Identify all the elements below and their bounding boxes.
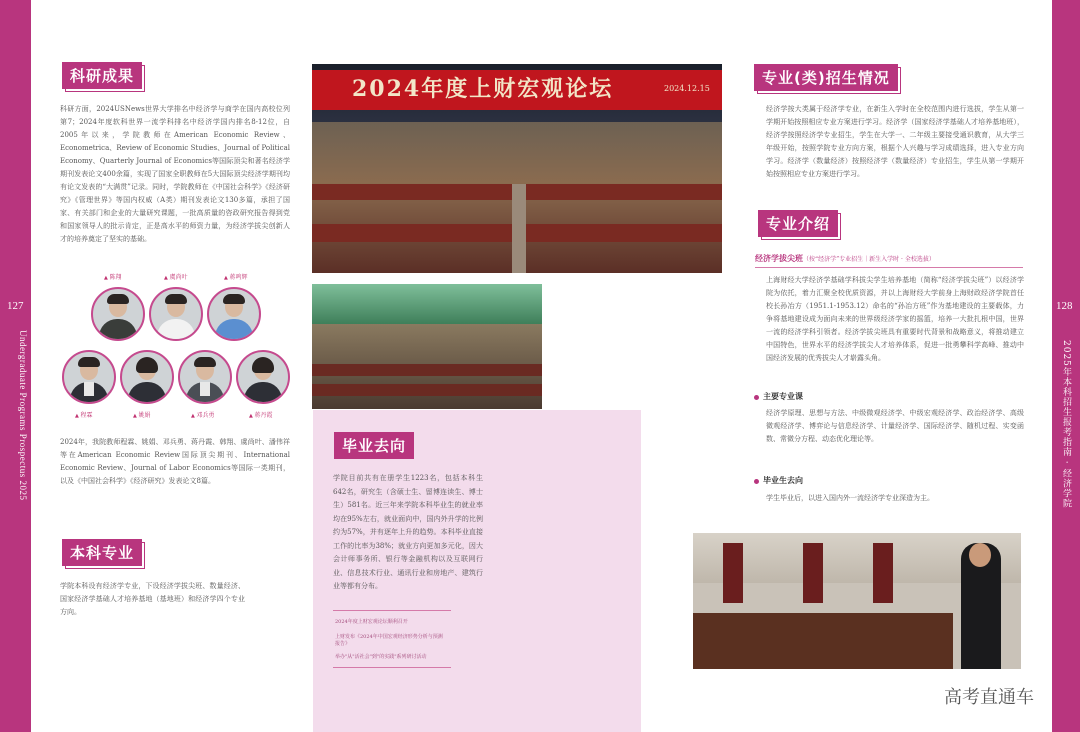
research-body: 科研方面，2024USNews世界大学排名中经济学与商学在国内高校位列第7；2024年度软科世界一流学科排名中经济学国内排名8-12位，自2005年以来，学院教师在American Economic Review、Econometrica、Review of Economic Studies、Journal of Political Economy、Quarterly Journal of Economics等国际顶尖和著名经济学期刊发表论文400余篇，实现了国家全职教师在5大国际顶尖经济学期刊均有论文发表的“大满贯”记录。同时，学院教师在《中国社会科学》《经济研究》《管理世界》等国内权威（A类）期刊发表论文130多篇，承担了国家、有关部门和企业的大量研究课题，一批高质量的咨政研究报告得到党和国家领导人的批示肯定，正是高水平的师资力量，为经济学拔尖创新人才的培养奠定了坚实的基础。 — [60, 105, 290, 243]
enrollment-body: 经济学按大类属于经济学专业，在新生入学时在全校范围内进行选拔，学生从第一学期开始按照相应专业方案进行学习。经济学（国家经济学基础人才培养基地班），经济学按照经济学专业招生，学生在大学一、二年级主要接受通识教育，从大学三年级开始，按照学院专业方向方案，根据个人兴趣与学习成绩选择，进入专业方向学习。经济学（数量经济）按照经济学（数量经济）专业招生，学生从第一学期开始按照相应专业方案进行学习。 — [766, 105, 1024, 178]
faculty-name: ▲ 虞尚叶 — [164, 272, 187, 281]
undergrad-body: 学院本科设有经济学专业，下设经济学拔尖班、数量经济、国家经济学基础人才培养基地（基地班）和经济学四个专业方向。 — [60, 582, 245, 616]
banner-date: 2024.12.15 — [664, 84, 710, 93]
seminar-photo — [312, 284, 542, 409]
faculty-avatar — [62, 350, 116, 404]
faculty-avatar — [236, 350, 290, 404]
faculty-avatar — [178, 350, 232, 404]
banner-title: 2024年度上财宏观论坛 — [352, 76, 614, 102]
page-number-right: 128 — [1056, 300, 1073, 312]
forum-photo — [312, 64, 722, 273]
main-courses-body: 经济学原理、思想与方法、中级微观经济学、中级宏观经济学、政治经济学、高级微观经济学、博弈论与信息经济学、计量经济学、国际经济学、随机过程、实变函数、常微分方程、动态优化理论等。 — [766, 409, 1024, 443]
graduation-body: 学院目前共有在册学生1223名，包括本科生642名，研究生（含硕士生、留博连读生、博士生）581名。近三年来学院本科毕业生的就业率均在95%左右，就业面向中，国内外升学的比例约为57%，并有逐年上升的趋势。本科毕业直接工作的比率为38%；就业方向更加多元化，因大会计师事务所、银行等金融机构以及互联网行业、信息技术行业、通讯行业和房地产、建筑行业等都有分布。 — [333, 474, 483, 590]
photo-caption: 上财发布《2024年中国宏观经济形势分析与预测报告》 — [335, 634, 443, 647]
program-title: 经济学拔尖班（按“经济学”专业招生｜新生入学时 · 全校选拔） — [755, 253, 935, 263]
photo-caption: 2024年度上财宏观论坛顺利召开 — [335, 619, 408, 625]
faculty-paragraph: 2024年，我院教师程霖、姚娟、邓兵勇、蒋丹霞、韩翔、虞尚叶、潘伟祥等在American Economic Review国际顶尖期刊、International Economic Review、Journal of Labor Economics等国际一类期刊，以及《中国社会科学》《经济研究》发表论文8篇。 — [60, 438, 290, 485]
undergrad-heading: 本科专业 — [62, 539, 142, 566]
faculty-name: ▲ 蒋丹霞 — [249, 410, 272, 419]
faculty-avatar — [149, 287, 203, 341]
faculty-name: ▲ 姚娟 — [133, 410, 150, 419]
graduation-heading: 毕业去向 — [334, 432, 414, 459]
lecture-photo — [693, 533, 1021, 669]
research-heading: 科研成果 — [62, 62, 142, 89]
intro-heading: 专业介绍 — [758, 210, 838, 237]
faculty-avatar — [207, 287, 261, 341]
destination-title: 毕业生去向 — [754, 475, 803, 486]
enrollment-heading: 专业(类)招生情况 — [754, 64, 898, 91]
watermark: 高考直通车 — [944, 687, 1034, 708]
faculty-name: ▲ 陈翔 — [104, 272, 121, 281]
program-body: 上海财经大学经济学基础学科拔尖学生培养基地（简称“经济学拔尖班”）以经济学院为依托，着力汇聚全校优质资源，并以上海财经大学前身上海财政经济学院首任校长孙冶方（1951.1-1953.12）命名的“孙冶方班”作为基地建设的主要载体，力争将基地建设成为面向未来的世界级经济学家的摇篮，培养一大批扎根中国，世界一流的经济学科引领者。经济学拔尖班具有重要时代背景和战略意义，将推动建立中国特色，世界水平的经济学拔尖人才培养体系，促进一批勇攀科学高峰、推动中国经济发展的优秀拔尖人才崭露头角。 — [766, 276, 1024, 362]
page-number-left: 127 — [7, 300, 24, 312]
destination-body: 学生毕业后，以进入国内外一流经济学专业深造为主。 — [766, 494, 934, 502]
faculty-name: ▲ 程霖 — [75, 410, 92, 419]
faculty-avatar — [91, 287, 145, 341]
faculty-name: ▲ 蒋鸣辉 — [224, 272, 247, 281]
left-vertical-label: Undergraduate Programs Prospectus 2025 — [18, 330, 28, 501]
photo-caption: 举办"从"活社会"到"的实践"系列研讨活动 — [335, 654, 427, 660]
right-vertical-label: 2025年本科招生报考指南 · 经济学院 — [1061, 340, 1071, 509]
faculty-name: ▲ 邓兵勇 — [191, 410, 214, 419]
faculty-avatar — [120, 350, 174, 404]
main-courses-title: 主要专业课 — [754, 391, 803, 402]
